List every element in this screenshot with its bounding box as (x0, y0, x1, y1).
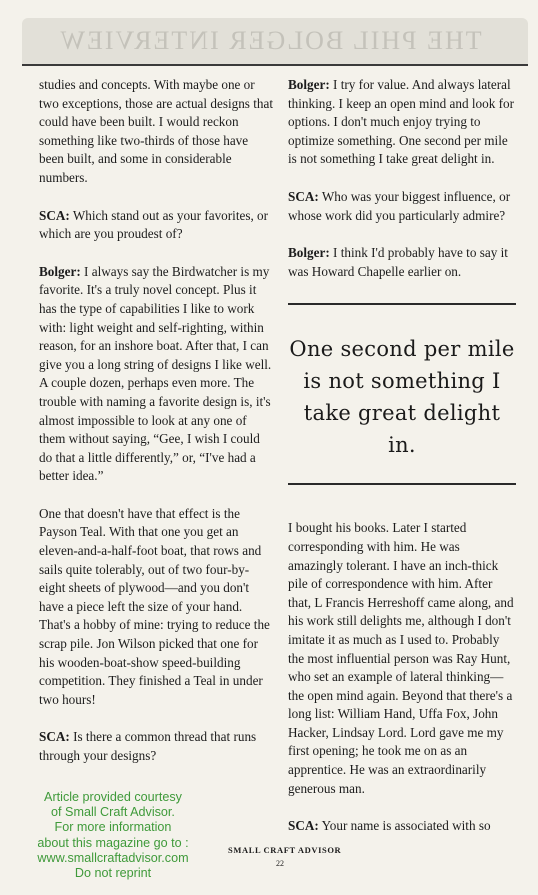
paragraph (288, 76, 516, 169)
speaker-label: SCA: (288, 188, 319, 204)
watermark-line: about this magazine go to : (37, 835, 189, 850)
speaker-label: SCA: (39, 207, 70, 223)
watermark-line: www.smallcraftadvisor.com (37, 850, 189, 865)
watermark-line: Do not reprint (74, 866, 152, 881)
paragraph-text: I always say the Birdwatcher is my favorite. It's a truly novel concept. Plus it has the type of capabilities I like to work with: light weight and self-righting, within reason, for an inshore boat. After that, I can give you a long string of designs I like well. A couple dozen, perhaps even more. The trouble with naming a favorite design is, it's almost impossible to look at any one of them without saying, “Gee, I wish I could do that a little differently,” or, “I've had a better idea.” (39, 263, 272, 484)
speaker-label: Bolger: (288, 245, 330, 261)
paragraph-text: studies and concepts. With maybe one or two exceptions, those are actual designs that could have been built. I would reckon something like two-thirds of those have been built, and some in considerable numbers. (39, 77, 274, 185)
paragraph-text: Is there a common thread that runs through your designs? (39, 729, 257, 763)
watermark-line: Article provided courtesy (44, 790, 182, 804)
publication-name: SMALL CRAFT ADVISOR (228, 845, 342, 855)
paragraph-text: One that doesn't have that effect is the Payson Teal. With that one you get an eleven-and-a-half-foot boat, that rows and sails quite tolerably, out of two four-by-eight sheets of plywood—and you don't have a piece left the size of your hand. That's a hobby of mine: trying to reduce the scrap pile. Jon Wilson picked that one for his wooden-boat-show speed-building competition. They finished a Teal in under two hours! (39, 505, 270, 707)
paragraph (39, 505, 275, 710)
paragraph (39, 207, 275, 244)
right-column (288, 76, 516, 855)
speaker-label: SCA: (288, 818, 319, 834)
header-banner (22, 18, 528, 66)
pull-quote: One second per mile is not something I take great delight in. (289, 337, 515, 458)
paragraph (288, 188, 516, 225)
paragraph (39, 728, 275, 765)
paragraph-text: I try for value. And always lateral thinking. I keep an open mind and look for options. I don't much enjoy trying to optimize something. One second per mile is not something I take great delight in. (288, 77, 514, 167)
speaker-label: Bolger: (39, 263, 81, 279)
page-number: 22 (276, 859, 284, 868)
courtesy-watermark (6, 790, 220, 881)
paragraph-text: Which stand out as your favorites, or which are you proudest of? (39, 207, 269, 242)
paragraph (39, 263, 275, 486)
watermark-line: For more information (54, 820, 172, 835)
speaker-label: Bolger: (288, 77, 330, 92)
watermark-line: of Small Craft Advisor. (51, 805, 175, 820)
paragraph-text: Your name is associated with so (321, 818, 491, 834)
paragraph (288, 817, 516, 836)
paragraph-text: I bought his books. Later I started corresponding with him. He was amazingly tolerant. I have an inch-thick pile of correspondence with him. After that, L Francis Herreshoff came along, and his work still delights me, although I don't imitate it as much as I used to. Probably the most influential person was Ray Hunt, who set an example of lateral thinking—the open mind again. Beyond that there's a long list: William Hand, Uffa Fox, John Hacker, Lindsay Lord. Lord gave me my first opening; he took me on as an apprentice. He was an extraordinarily generous man. (288, 520, 514, 796)
paragraph (39, 76, 275, 188)
speaker-label: SCA: (39, 729, 70, 745)
left-column (39, 76, 275, 785)
paragraph-text: Who was your biggest influence, or whose work did you particularly admire? (288, 188, 511, 223)
paragraph (288, 244, 516, 281)
pull-quote-bottom-rule (288, 483, 516, 485)
paragraph (288, 519, 516, 798)
header-title: THE PHIL BOLGER INTERVIEW (58, 26, 482, 55)
paragraph-text: I think I'd probably have to say it was Howard Chapelle earlier on. (288, 245, 508, 279)
